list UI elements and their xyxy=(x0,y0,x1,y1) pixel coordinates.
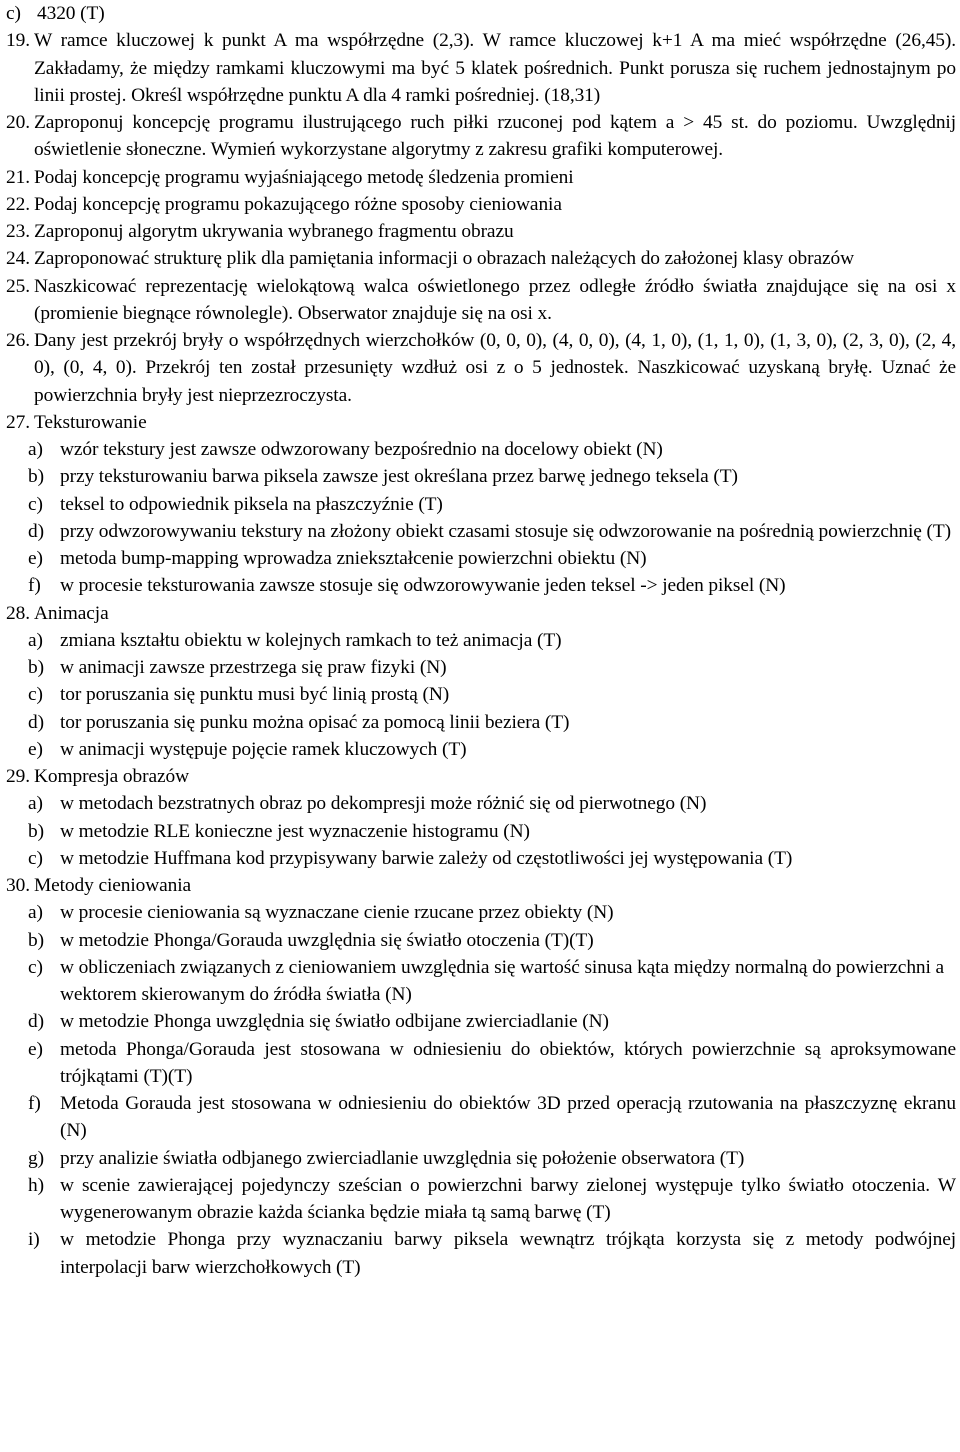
document-page xyxy=(6,0,956,1281)
question-text: Dany jest przekrój bryły o współrzędnych wierzchołków (0, 0, 0), (4, 0, 0), (4, 1, 0), (1, 1, 0), (1, 3, 0), (2, 3, 0), (2, 4, 0), (0, 4, 0). Przekrój ten został przesunięty wzdłuż osi z o 5 jednostek. Naszkicować uzyskaną bryłę. Uznać że powierzchnia bryły jest nieprzezroczysta. xyxy=(34,330,956,406)
answer-label: a) xyxy=(28,902,43,924)
answer-text: w metodzie Phonga przy wyznaczaniu barwy piksela wewnątrz trójkąta korzysta się z metody podwójnej interpolacji barw wierzchołkowych (T) xyxy=(60,1229,956,1278)
question-number: 27. xyxy=(6,411,30,433)
answer-label: d) xyxy=(28,1011,44,1033)
answer-28-d xyxy=(6,709,956,736)
answer-text: w metodzie RLE konieczne jest wyznaczenie histogramu (N) xyxy=(60,820,530,842)
answer-28-c xyxy=(6,681,956,708)
answer-28-a xyxy=(6,627,956,654)
answer-label: c) xyxy=(28,493,43,515)
answer-text: w metodzie Huffmana kod przypisywany barwie zależy od częstotliwości jej występowania (T) xyxy=(60,847,793,869)
answer-28-b xyxy=(6,654,956,681)
answer-27-a xyxy=(6,436,956,463)
answer-label: c) xyxy=(28,956,43,978)
question-30-title xyxy=(6,872,956,899)
question-number: 25. xyxy=(6,275,30,297)
answer-30-h xyxy=(6,1172,956,1227)
answer-label: f) xyxy=(28,1093,41,1114)
answer-label: b) xyxy=(28,820,44,842)
question-text: Zaproponować strukturę plik dla pamiętania informacji o obrazach należących do założonej klasy obrazów xyxy=(34,248,855,270)
answer-text: w obliczeniach związanych z cieniowaniem uwzględnia się wartość sinusa kąta między normalną do powierzchni a wektorem skierowanym do źródła światła (N) xyxy=(60,956,945,1005)
answer-item-top-c xyxy=(6,0,956,27)
question-title: Animacja xyxy=(34,602,109,624)
answer-27-e xyxy=(6,545,956,572)
answer-text: Metoda Gorauda jest stosowana w odniesieniu do obiektów 3D przed operacją rzutowania na płaszczyznę ekranu (N) xyxy=(60,1093,956,1142)
answer-27-d xyxy=(6,518,956,545)
answer-27-b xyxy=(6,463,956,490)
answer-text: w animacji zawsze przestrzega się praw fizyki (N) xyxy=(60,657,447,678)
answer-text: metoda bump-mapping wprowadza zniekształcenie powierzchni obiektu (N) xyxy=(60,548,647,569)
answer-text: w metodach bezstratnych obraz po dekompresji może różnić się od pierwotnego (N) xyxy=(60,793,707,815)
answer-30-f xyxy=(6,1090,956,1145)
answer-text: przy odwzorowywaniu tekstury na złożony obiekt czasami stosuje się odwzorowanie na pośrednią powierzchnię (T) xyxy=(60,520,952,542)
question-text: Zaproponuj koncepcję programu ilustrującego ruch piłki rzuconej pod kątem a > 45 st. do poziomu. Uwzględnij oświetlenie słoneczne. Wymień wykorzystane algorytmy z zakresu grafiki komputerowej. xyxy=(34,112,956,161)
answer-label: b) xyxy=(28,657,44,678)
question-20 xyxy=(6,109,956,164)
question-number: 19. xyxy=(6,30,30,52)
answer-label: f) xyxy=(28,575,41,597)
answer-30-a xyxy=(6,899,956,926)
question-text: Podaj koncepcję programu wyjaśniającego metodę śledzenia promieni xyxy=(34,166,574,188)
answer-text: teksel to odpowiednik piksela na płaszczyźnie (T) xyxy=(60,493,443,515)
question-25 xyxy=(6,273,956,328)
question-text: Zaproponuj algorytm ukrywania wybranego fragmentu obrazu xyxy=(34,221,514,242)
answer-label: c) xyxy=(28,684,43,706)
answer-label: d) xyxy=(28,711,44,733)
question-number: 22. xyxy=(6,193,30,215)
question-title: Teksturowanie xyxy=(34,411,147,433)
question-text: Podaj koncepcję programu pokazującego różne sposoby cieniowania xyxy=(34,193,562,215)
question-title: Metody cieniowania xyxy=(34,875,192,896)
answer-text: przy analizie światła odbjanego zwierciadlanie uwzględnia się położenie obserwatora (T) xyxy=(60,1147,745,1169)
answer-29-c xyxy=(6,845,956,872)
answer-label: c) xyxy=(28,847,43,869)
answer-text: w metodzie Phonga uwzględnia się światło odbijane zwierciadlanie (N) xyxy=(60,1011,609,1033)
question-number: 26. xyxy=(6,330,30,351)
question-text: W ramce kluczowej k punkt A ma współrzędne (2,3). W ramce kluczowej k+1 A ma mieć współrzędne (26,45). Zakładamy, że między ramkami kluczowymi ma być 5 klatek pośrednich. Punkt porusza się ruchem jednostajnym po linii prostej. Określ współrzędne punktu A dla 4 ramki pośredniej. (18,31) xyxy=(34,30,956,106)
answer-label: d) xyxy=(28,520,44,542)
answer-label: g) xyxy=(28,1147,44,1169)
answer-label: e) xyxy=(28,1038,43,1060)
question-22 xyxy=(6,191,956,218)
question-21 xyxy=(6,164,956,191)
answer-label: e) xyxy=(28,548,43,569)
question-number: 20. xyxy=(6,112,30,133)
answer-label: a) xyxy=(28,439,43,460)
answer-27-c xyxy=(6,491,956,518)
question-26 xyxy=(6,327,956,409)
answer-27-f xyxy=(6,572,956,599)
question-number: 28. xyxy=(6,602,30,624)
answer-29-b xyxy=(6,818,956,845)
answer-text: w metodzie Phonga/Gorauda uwzględnia się światło otoczenia (T)(T) xyxy=(60,929,594,951)
answer-label: i) xyxy=(28,1229,40,1251)
question-23 xyxy=(6,218,956,245)
answer-text: tor poruszania się punktu musi być linią prostą (N) xyxy=(60,684,450,706)
question-text: Naszkicować reprezentację wielokątową walca oświetlonego przez odległe źródło światła znajdujące się na osi x (promienie biegnące równolegle). Obserwator znajduje się na osi x. xyxy=(34,275,956,324)
answer-text: w animacji występuje pojęcie ramek kluczowych (T) xyxy=(60,738,467,760)
question-27-title xyxy=(6,409,956,436)
answer-text: w procesie cieniowania są wyznaczane cienie rzucane przez obiekty (N) xyxy=(60,902,614,924)
question-number: 30. xyxy=(6,875,30,896)
question-number: 29. xyxy=(6,766,30,787)
answer-30-d xyxy=(6,1008,956,1035)
answer-30-c xyxy=(6,954,956,1009)
question-title: Kompresja obrazów xyxy=(34,766,189,787)
answer-29-a xyxy=(6,790,956,817)
question-28-title xyxy=(6,600,956,627)
answer-text: metoda Phonga/Gorauda jest stosowana w odniesieniu do obiektów, których powierzchnie są aproksymowane trójkątami (T)(T) xyxy=(60,1038,956,1087)
answer-text: zmiana kształtu obiektu w kolejnych ramkach to też animacja (T) xyxy=(60,629,562,651)
answer-text: w procesie teksturowania zawsze stosuje się odwzorowywanie jeden teksel -> jeden piksel (N) xyxy=(60,575,786,597)
answer-label: h) xyxy=(28,1174,44,1196)
answer-label: b) xyxy=(28,466,44,488)
answer-text: w scenie zawierającej pojedynczy sześcian o powierzchni barwy zielonej występuje tylko światło otoczenia. W wygenerowanym obrazie każda ścianka będzie miała tą samą barwę (T) xyxy=(60,1174,956,1223)
answer-text: tor poruszania się punku można opisać za pomocą linii beziera (T) xyxy=(60,711,570,733)
answer-label: b) xyxy=(28,929,44,951)
question-number: 24. xyxy=(6,248,30,270)
answer-30-e xyxy=(6,1036,956,1091)
answer-label: a) xyxy=(28,629,43,651)
question-number: 21. xyxy=(6,166,30,188)
answer-28-e xyxy=(6,736,956,763)
answer-label: a) xyxy=(28,793,43,815)
answer-30-g xyxy=(6,1145,956,1172)
question-29-title xyxy=(6,763,956,790)
answer-label: e) xyxy=(28,738,43,760)
answer-30-i xyxy=(6,1226,956,1281)
question-24 xyxy=(6,245,956,272)
answer-30-b xyxy=(6,927,956,954)
question-number: 23. xyxy=(6,221,30,242)
answer-label: c) xyxy=(6,3,21,24)
answer-text: wzór tekstury jest zawsze odwzorowany bezpośrednio na docelowy obiekt (N) xyxy=(60,439,663,460)
answer-text: przy teksturowaniu barwa piksela zawsze jest określana przez barwę jednego teksela (T) xyxy=(60,466,738,488)
answer-text: 4320 (T) xyxy=(37,3,105,24)
question-19 xyxy=(6,27,956,109)
